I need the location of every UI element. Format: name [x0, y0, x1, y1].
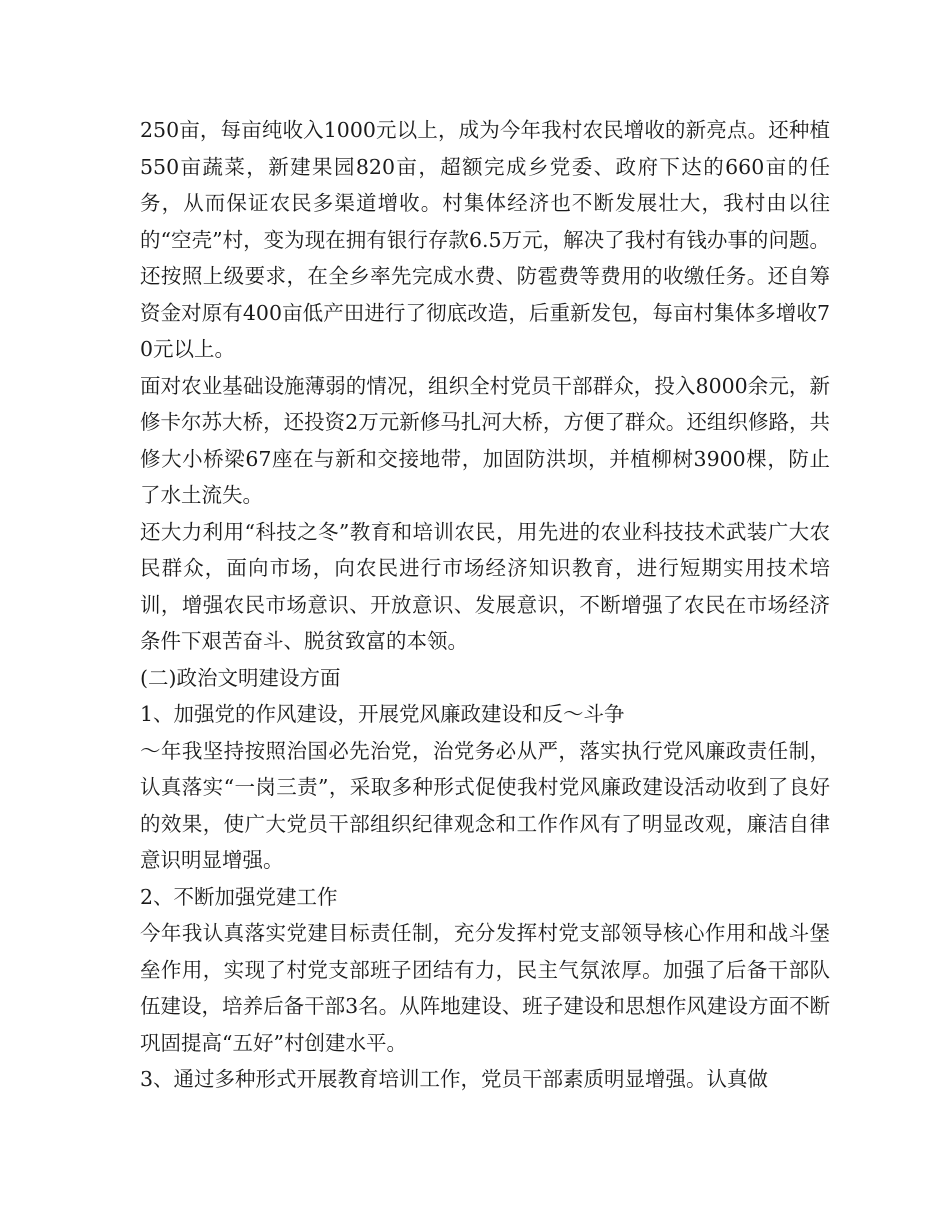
subheading-party-style: 1、加强党的作风建设，开展党风廉政建设和反～斗争: [140, 702, 625, 726]
subheading-party-building: 2、不断加强党建工作: [140, 884, 338, 909]
paragraph-training: 还大力利用“科技之冬”教育和培训农民，用先进的农业科技技术武装广大农民群众，面向市场，向农民进行市场经济知识教育，进行短期实用技术培训，增强农民市场意识、开放意识、发展意识，不断增强了农民在市场经济条件下艰苦奋斗、脱贫致富的本领。: [140, 519, 830, 653]
paragraph-education-training: 3、通过多种形式开展教育培训工作，党员干部素质明显增强。认真做: [140, 1067, 769, 1091]
section-heading-political: (二)政治文明建设方面: [140, 665, 341, 690]
paragraph-infrastructure: 面对农业基础设施薄弱的情况，组织全村党员干部群众，投入8000余元，新修卡尔苏大桥，还投资2万元新修马扎河大桥，方便了群众。还组织修路，共修大小桥梁67座在与新和交接地带，加固防洪坝，并植柳树3900棵，防止了水土流失。: [140, 373, 830, 507]
paragraph-party-building: 今年我认真落实党建目标责任制，充分发挥村党支部领导核心作用和战斗堡垒作用，实现了村党支部班子团结有力，民主气氛浓厚。加强了后备干部队伍建设，培养后备干部3名。从阵地建设、班子建设和思想作风建设方面不断巩固提高“五好”村创建水平。: [140, 921, 830, 1055]
document-body: [140, 112, 830, 1098]
paragraph-economy: 250亩，每亩纯收入1000元以上，成为今年我村农民增收的新亮点。还种植550亩蔬菜，新建果园820亩，超额完成乡党委、政府下达的660亩的任务，从而保证农民多渠道增收。村集体经济也不断发展壮大，我村由以往的“空壳”村，变为现在拥有银行存款6.5万元，解决了我村有钱办事的问题。还按照上级要求，在全乡率先完成水费、防雹费等费用的收缴任务。还自筹资金对原有400亩低产田进行了彻底改造，后重新发包，每亩村集体多增收70元以上。: [140, 118, 830, 361]
paragraph-party-style: ～年我坚持按照治国必先治党，治党务必从严，落实执行党风廉政责任制，认真落实“一岗三责”，采取多种形式促使我村党风廉政建设活动收到了良好的效果，使广大党员干部组织纪律观念和工作作风有了明显改观，廉洁自律意识明显增强。: [140, 738, 830, 872]
